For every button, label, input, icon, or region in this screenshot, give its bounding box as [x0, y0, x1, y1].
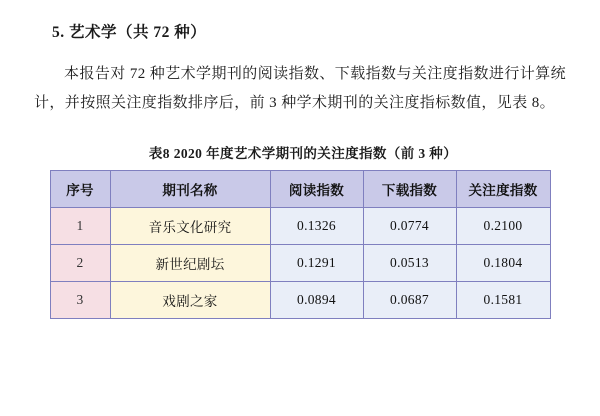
section-heading: 5. 艺术学（共 72 种） — [52, 24, 207, 41]
table-row — [50, 245, 550, 282]
table-header — [50, 171, 550, 208]
cell-read-index: 0.1291 — [270, 245, 363, 282]
column-header-read-index: 阅读指数 — [270, 171, 363, 208]
table-header-row — [50, 171, 550, 208]
attention-index-table — [50, 170, 551, 319]
paragraph-text: 本报告对 72 种艺术学期刊的阅读指数、下载指数与关注度指数进行计算统计，并按照关注度指数排序后，前 3 种学术期刊的关注度指标数值，见表 8。 — [34, 66, 566, 111]
cell-download-index: 0.0687 — [363, 282, 456, 319]
cell-download-index: 0.0513 — [363, 245, 456, 282]
table-row — [50, 282, 550, 319]
table-body — [50, 208, 550, 319]
column-header-download-index: 下载指数 — [363, 171, 456, 208]
cell-journal-name: 音乐文化研究 — [110, 208, 270, 245]
cell-read-index: 0.0894 — [270, 282, 363, 319]
column-header-attention-index: 关注度指数 — [456, 171, 550, 208]
cell-seq: 1 — [50, 208, 110, 245]
cell-attention-index: 0.2100 — [456, 208, 550, 245]
cell-journal-name: 戏剧之家 — [110, 282, 270, 319]
table-row — [50, 208, 550, 245]
cell-seq: 3 — [50, 282, 110, 319]
cell-attention-index: 0.1581 — [456, 282, 550, 319]
cell-download-index: 0.0774 — [363, 208, 456, 245]
cell-seq: 2 — [50, 245, 110, 282]
cell-read-index: 0.1326 — [270, 208, 363, 245]
column-header-seq: 序号 — [50, 171, 110, 208]
body-paragraph — [34, 60, 566, 118]
column-header-journal-name: 期刊名称 — [110, 171, 270, 208]
cell-journal-name: 新世纪剧坛 — [110, 245, 270, 282]
cell-attention-index: 0.1804 — [456, 245, 550, 282]
table-caption: 表8 2020 年度艺术学期刊的关注度指数（前 3 种） — [148, 146, 458, 161]
